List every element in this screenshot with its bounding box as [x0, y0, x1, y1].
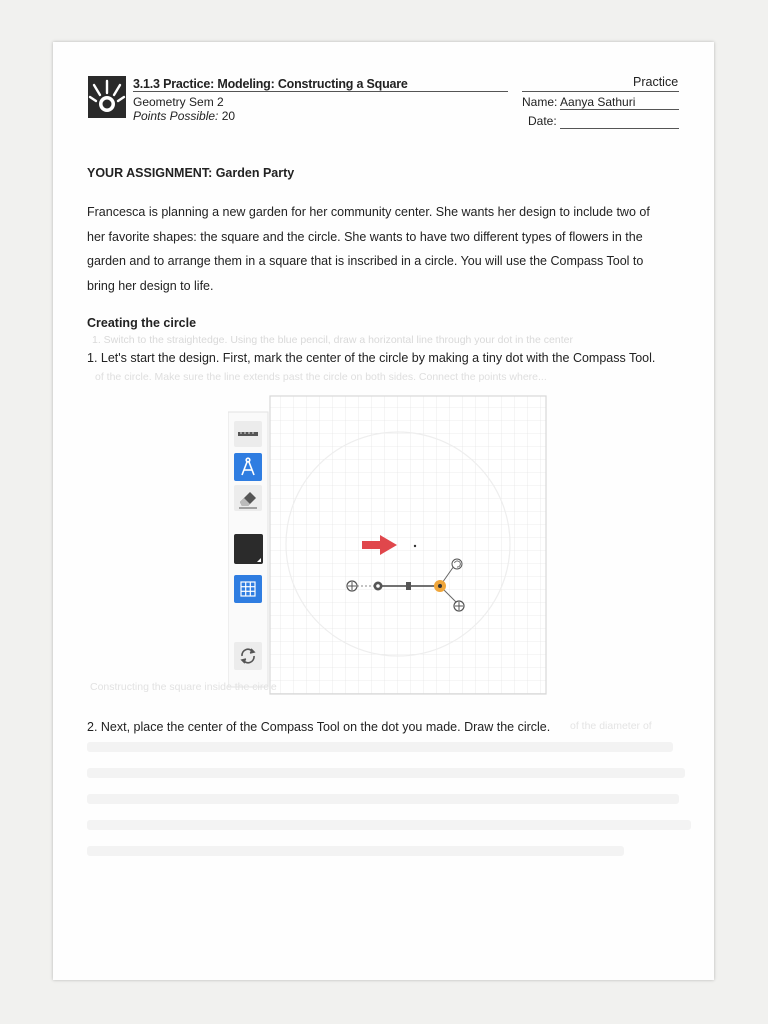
color-swatch-button[interactable] — [234, 534, 263, 564]
assignment-paragraph — [87, 200, 687, 298]
compass-button[interactable] — [234, 453, 262, 481]
points-label: Points Possible: — [133, 109, 219, 123]
name-underline — [560, 109, 679, 110]
move-handle-icon[interactable] — [347, 581, 357, 591]
header-rule-right — [522, 91, 679, 92]
bleed-through-text: Constructing the square inside the circle — [90, 681, 277, 693]
center-dot — [414, 545, 416, 547]
assignment-heading: YOUR ASSIGNMENT: Garden Party — [87, 166, 295, 180]
page-title: 3.1.3 Practice: Modeling: Constructing a Square — [133, 77, 408, 91]
section-heading: Creating the circle — [87, 316, 197, 330]
points-value: 20 — [221, 109, 236, 123]
name-label: Name: — [522, 95, 558, 109]
compass-tool-screenshot — [228, 394, 548, 696]
paragraph-line: bring her design to life. — [87, 278, 214, 293]
paragraph-line: garden and to arrange them in a square that is inscribed in a circle. You will use the Compass Tool to — [87, 254, 644, 268]
step-2-instruction: 2. Next, place the center of the Compass Tool on the dot you made. Draw the circle. — [87, 720, 551, 734]
bleed-through-block — [87, 742, 697, 872]
eraser-button[interactable] — [234, 485, 262, 511]
course-name: Geometry Sem 2 — [133, 95, 224, 109]
header-rule — [133, 91, 508, 92]
step-1-instruction: 1. Let's start the design. First, mark the center of the circle by making a tiny dot with the Compass Tool. — [87, 351, 656, 365]
bleed-through-text: of the diameter of — [570, 720, 652, 732]
date-field[interactable] — [560, 128, 679, 129]
move-handle-icon[interactable] — [454, 601, 464, 611]
activity-type: Practice — [633, 75, 679, 89]
paragraph-line: her favorite shapes: the square and the circle. She wants to have two different types of flowers in the — [87, 229, 643, 244]
straightedge-button[interactable] — [234, 421, 262, 447]
grid-toggle-button[interactable] — [234, 575, 262, 603]
compass-hinge-icon[interactable] — [374, 582, 383, 591]
compass-pivot-icon[interactable] — [434, 580, 446, 592]
paragraph-line: Francesca is planning a new garden for her community center. She wants her design to include two of — [87, 205, 650, 219]
date-label: Date: — [528, 114, 557, 128]
drawing-canvas[interactable] — [270, 396, 546, 694]
ruler-icon — [238, 432, 258, 436]
apex-logo-icon — [86, 74, 128, 120]
rotate-handle-icon[interactable] — [452, 559, 462, 569]
points-possible — [133, 109, 235, 123]
reset-button[interactable] — [234, 642, 262, 670]
pencil-holder — [406, 582, 411, 590]
bleed-through-text: of the circle. Make sure the line extends past the circle on both sides. Connect the points where... — [95, 371, 547, 383]
bleed-through-text: 1. Switch to the straightedge. Using the blue pencil, draw a horizontal line through your dot in the center — [92, 334, 573, 346]
student-name — [522, 95, 635, 109]
name-value: Aanya Sathuri — [560, 95, 636, 109]
